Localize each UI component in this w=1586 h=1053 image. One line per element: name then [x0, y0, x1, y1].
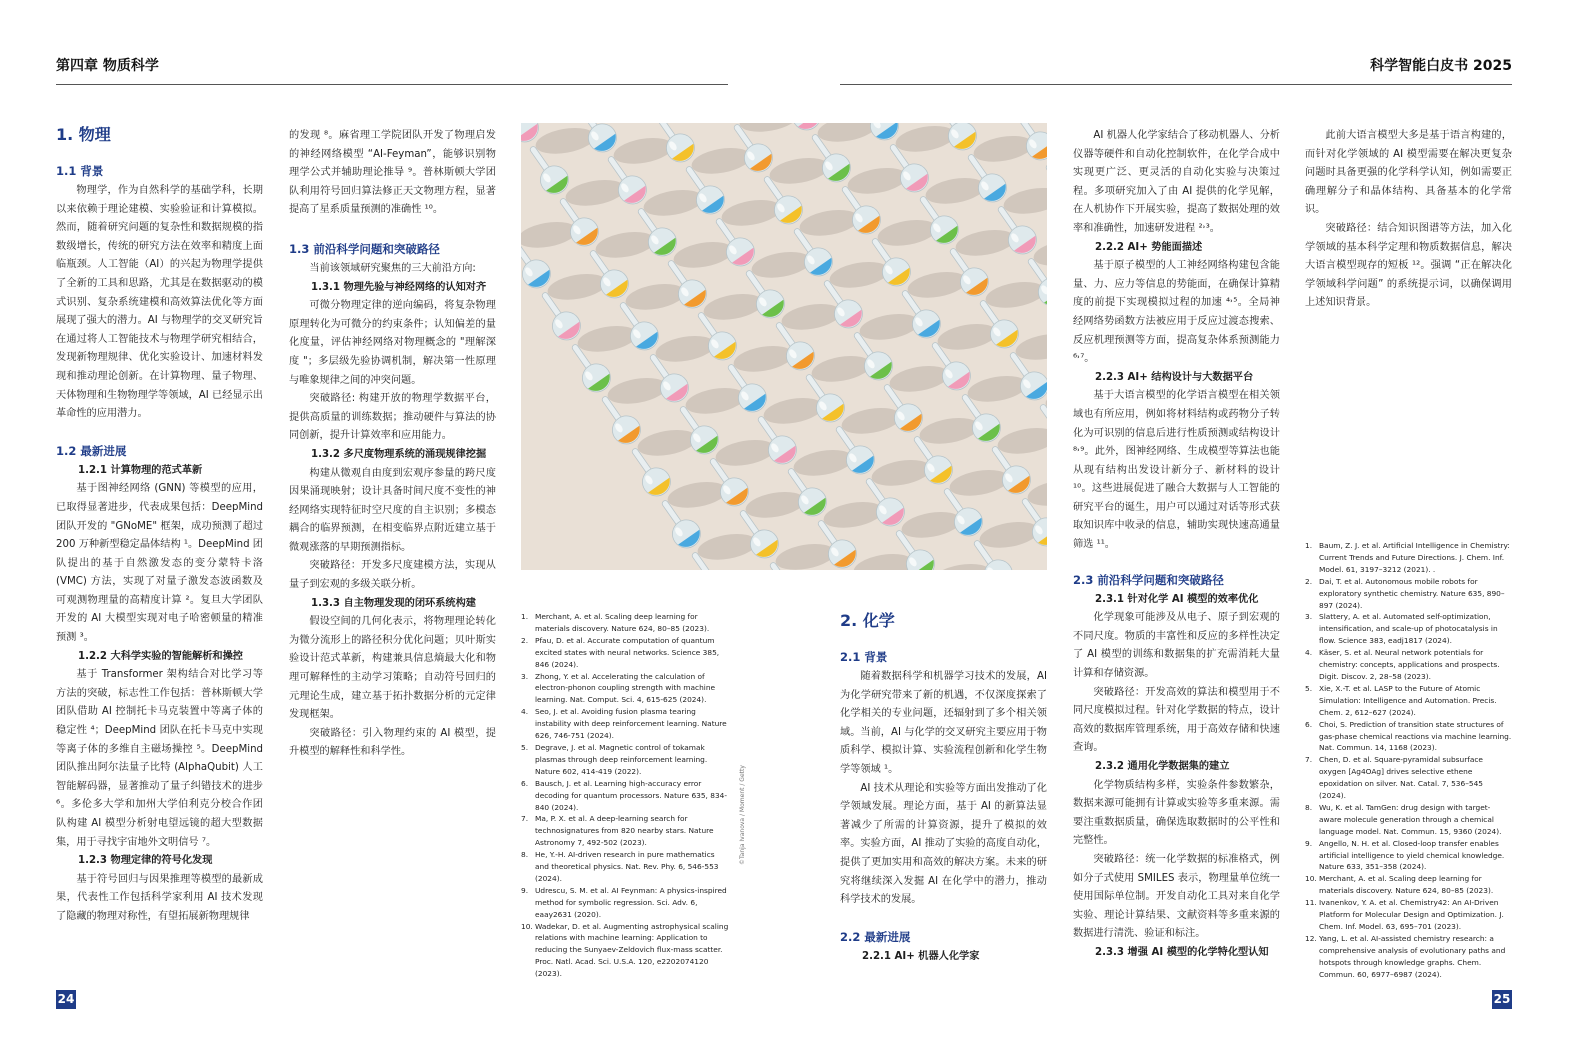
paragraph: 基于 Transformer 架构结合对比学习等方法的突破，标志性工作包括：普林斯顿大学团队借助 AI 控制托卡马克装置中等离子体的稳定性 ⁴；DeepMind 团队在托卡马克中实现等离子体的多维自主磁场操控 ⁵。DeepMind 团队推出阿尔法量子比特 (AlphaQubit) 人工智能解码器，显著推动了量子纠错技术的进步 ⁶。多伦多大学和加州大学伯利克分校合作团队构建 AI 模型分析射电望远镜的超大型数据集，用于寻找宇宙地外文明信号 ⁷。: [56, 669, 263, 848]
reference-number: 3.: [1305, 612, 1313, 622]
reference-number: 1.: [1305, 541, 1313, 550]
reference-text: Zhong, Y. et al. Accelerating the calculation of electron-phonon coupling strength with machine learning. Nat. Comput. Sci. 4, 615-625 (2024).: [535, 671, 716, 705]
reference-text: Käser, S. et al. Neural network potentials for chemistry: concepts, applications and prospects. Digit. Discov. 2, 28–58 (2023).: [1319, 648, 1500, 681]
paragraph: 随着数据科学和机器学习技术的发展，AI 为化学研究带来了新的机遇，不仅深度探索了化学相关的专业问题，还辐射到了多个相关领域。当前，AI 与化学的交叉研究主要应用于物质科学、模拟计算、实验流程创新和化学生物学等领域 ¹。: [840, 671, 1047, 775]
reference-item: [1305, 802, 1512, 838]
reference-number: 1.: [521, 612, 529, 621]
reference-text: Baum, Z. J. et al. Artificial Intelligence in Chemistry: Current Trends and Future Directions. J. Chem. Inf. Model. 61, 3197–3212 (2021). .: [1319, 541, 1510, 574]
reference-number: 5.: [521, 742, 529, 752]
paragraph: 基于符号回归与因果推理等模型的最新成果，代表性工作包括科学家利用 AI 技术发现了隐藏的物理对称性，有望拓展新物理规律: [56, 873, 263, 922]
column-4: [1073, 127, 1280, 963]
reference-text: Merchant, A. et al. Scaling deep learning for materials discovery. Nature 624, 80–85 (2023).: [1319, 874, 1494, 896]
reference-item: [521, 742, 729, 778]
reference-item: [521, 611, 729, 635]
reference-number: 6.: [1305, 719, 1313, 729]
reference-text: Choi, S. Prediction of transition state structures of gas-phase chemical reactions via machine learning. Nat. Commun. 14, 1168 (2023).: [1319, 719, 1512, 753]
subsubsection-heading: 2.2.2 AI+ 势能面描述: [1095, 241, 1203, 253]
header-rule-left: [56, 84, 728, 85]
subsection-heading: 2.3 前沿科学问题和突破路径: [1073, 572, 1224, 587]
paragraph: 当前该领域研究聚焦的三大前沿方向:: [309, 262, 476, 274]
subsection-heading: 1.1 背景: [56, 164, 104, 178]
header-rule-right: [840, 84, 1512, 85]
reference-text: Dai, T. et al. Autonomous mobile robots for exploratory synthetic chemistry. Nature 635, 890–897 (2024).: [1319, 576, 1505, 610]
reference-number: 9.: [521, 885, 529, 895]
paragraph: 基于大语言模型的化学语言模型在相关领域也有所应用，例如将材料结构或药物分子转化为可识别的信息后进行性质预测或结构设计 ⁸˒⁹。此外，图神经网络、生成模型等算法也能从现有结构出发设计新分子、新材料的设计 ¹⁰。这些进展促进了融合大数据与人工智能的研究平台的诞生，用户可以通过对话等形式获取知识库中收录的信息，辅助实现快速高通量筛选 ¹¹。: [1073, 390, 1280, 551]
paragraph: 物理学，作为自然科学的基础学科，长期以来依赖于理论建模、实验验证和计算模拟。然而，随着研究问题的复杂性和数据规模的指数级增长，传统的研究方法在效率和精度上面临瓶颈。人工智能（AI）的兴起为物理学提供了全新的工具和思路，尤其是在数据驱动的模式识别、复杂系统建模和高效算法优化等方面展现了强大的潜力。AI 与物理学的交叉研究旨在通过将人工智能技术与物理学研究相结合，发现新物理规律、优化实验设计、加速材料发现和推动理论创新。在计算物理、量子物理、天体物理和生物物理学等领域，AI 已经显示出革命性的应用潜力。: [56, 185, 263, 420]
book-title: 科学智能白皮书 2025: [1370, 58, 1512, 74]
paragraph: 突破路径：引入物理约束的 AI 模型，提升模型的解释性和科学性。: [289, 727, 496, 758]
column-3: [840, 610, 1047, 966]
subsubsection-heading: 2.3.1 针对化学 AI 模型的效率优化: [1095, 593, 1259, 605]
reference-text: Chen, D. et al. Square-pyramidal subsurface oxygen [Ag4OAg] drives selective ethene epoxidation on silver. Nat. Catal. 7, 536–545 (2024).: [1319, 755, 1484, 801]
reference-item: [521, 885, 729, 921]
subsection-heading: 2.2 最新进展: [840, 929, 911, 944]
subsubsection-heading: 1.2.2 大科学实验的智能解析和操控: [78, 650, 243, 662]
paragraph: 化学物质结构多样，实验条件参数繁杂，数据来源可能拥有计算或实验等多重来源。需要注重数据质量，确保选取数据时的公平性和完整性。: [1073, 779, 1280, 847]
reference-text: Pfau, D. et al. Accurate computation of quantum excited states with neural networks. Science 385, 846 (2024).: [535, 635, 720, 669]
page-number-left: 24: [56, 990, 76, 1009]
reference-item: [521, 706, 729, 742]
subsubsection-heading: 1.3.3 自主物理发现的闭环系统构建: [311, 597, 476, 609]
reference-item: [1305, 576, 1512, 612]
reference-number: 5.: [1305, 683, 1313, 693]
reference-text: Xie, X.-T. et al. LASP to the Future of Atomic Simulation: Intelligence and Automation. Precis. Chem. 2, 612–627 (2024).: [1319, 683, 1497, 717]
references-right: [1305, 540, 1512, 981]
chapter-title: 第四章 物质科学: [56, 58, 159, 74]
reference-number: 7.: [1305, 755, 1313, 765]
reference-item: [1305, 683, 1512, 719]
subsection-heading: 1.3 前沿科学问题和突破路径: [289, 241, 440, 256]
paragraph: 突破路径：统一化学数据的标准格式，例如分子式使用 SMILES 表示，物理量单位统一使用国际单位制。开发自动化工具对来自化学实验、理论计算结果、文献资料等多重来源的数据进行清洗、验证和标注。: [1073, 853, 1280, 940]
reference-text: Ma, P. X. et al. A deep-learning search for technosignatures from 820 nearby stars. Nature Astronomy 7, 492-502 (2023).: [535, 814, 714, 848]
reference-number: 10.: [1305, 874, 1317, 884]
reference-item: [1305, 873, 1512, 897]
paragraph: 可微分物理定律的逆向编码，将复杂物理原理转化为可微分的约束条件；认知偏差的量化度量，评估神经网络对物理概念的 "理解深度 "；多层级先验协调机制，解决第一性原理与唯象规律之间的冲突问题。: [289, 300, 496, 386]
reference-item: [521, 635, 729, 671]
reference-item: [1305, 719, 1512, 755]
reference-text: Merchant, A. et al. Scaling deep learning for materials discovery. Nature 624, 80–85 (2023).: [535, 612, 710, 633]
reference-item: [1305, 933, 1512, 981]
lab-flasks-photo: [521, 123, 1047, 570]
subsubsection-heading: 2.3.3 增强 AI 模型的化学特化型认知: [1095, 946, 1269, 958]
reference-number: 8.: [521, 850, 529, 860]
paragraph: 假设空间的几何化表示，将物理理论转化为微分流形上的路径积分优化问题；贝叶斯实验设计范式革新，构建兼具信息熵最大化和物理可解释性的主动学习策略；自动符号回归的元理论生成，建立基于拓扑数据分析的元定律发现框架。: [289, 616, 496, 721]
column-2: [289, 127, 496, 762]
reference-item: [521, 849, 729, 885]
reference-number: 10.: [521, 921, 533, 931]
reference-item: [1305, 897, 1512, 933]
subsubsection-heading: 2.2.3 AI+ 结构设计与大数据平台: [1095, 371, 1254, 383]
column-5: [1305, 127, 1512, 313]
page-number-right: 25: [1492, 990, 1512, 1009]
paragraph: 基于原子模型的人工神经网络构建包含能量、力、应力等信息的势能面，在确保计算精度的前提下实现模拟过程的加速 ⁴˒⁵。全局神经网络势函数方法被应用于反应过渡态搜索、反应机理预测等方面，提高复杂体系预测能力 ⁶˒⁷。: [1073, 260, 1280, 365]
subsubsection-heading: 1.2.1 计算物理的范式革新: [78, 464, 203, 476]
reference-item: [521, 921, 729, 981]
paragraph: 突破路径: 构建开放的物理学数据平台，提供高质量的训练数据；推动硬件与算法的协同创新，提升计算效率和应用能力。: [289, 393, 496, 442]
reference-text: Slattery, A. et al. Automated self-optimization, intensification, and scale-up of photocatalysis in flow. Science 383, eadj1817 (2024).: [1319, 612, 1498, 646]
reference-item: [1305, 611, 1512, 647]
reference-number: 4.: [521, 707, 529, 717]
reference-number: 11.: [1305, 898, 1317, 908]
reference-text: Bausch, J. et al. Learning high-accuracy error decoding for quantum processors. Nature 635, 834-840 (2024).: [535, 778, 728, 812]
reference-number: 9.: [1305, 838, 1313, 848]
reference-text: Udrescu, S. M. et al. AI Feynman: A physics-inspired method for symbolic regression. Sci. Adv. 6, eaay2631 (2020).: [535, 885, 727, 919]
reference-number: 2.: [521, 635, 529, 645]
reference-text: Degrave, J. et al. Magnetic control of tokamak plasmas through deep reinforcement learning. Nature 602, 414-419 (2022).: [535, 742, 708, 776]
reference-number: 8.: [1305, 802, 1313, 812]
reference-item: [1305, 647, 1512, 683]
references-left: [521, 611, 729, 980]
reference-text: Wadekar, D. et al. Augmenting astrophysical scaling relations with machine learning: Application to reducing the Sunyaev-Zeldovich flux-mass scatter. Proc. Natl. Acad. Sci. U.S.A. 120, e2202074120 (2023).: [535, 921, 729, 979]
paragraph: 此前大语言模型大多是基于语言构建的，而针对化学领域的 AI 模型需要在解决更复杂问题时具备更强的化学科学认知，例如需要正确理解分子和晶体结构、具备基本的化学常识。: [1305, 130, 1512, 216]
paragraph: 突破路径：结合知识图谱等方法，加入化学领域的基本科学定理和物质数据信息，解决大语言模型现存的短板 ¹²。强调 “正在解决化学领域科学问题” 的系统提示词，以确保调用上述知识背景。: [1305, 222, 1512, 309]
reference-text: Wu, K. et al. TamGen: drug design with target-aware molecule generation through a chemical language model. Nat. Commun. 15, 9360 (2024).: [1319, 802, 1502, 836]
reference-item: [521, 671, 729, 707]
section-heading-physics: 1. 物理: [56, 125, 111, 144]
paragraph: 基于图神经网络 (GNN) 等模型的应用，已取得显著进步，代表成果包括：DeepMind 团队开发的 "GNoME" 框架，成功预测了超过 200 万种新型稳定晶体结构 ¹。DeepMind 团队提出的基于自然激发态的变分蒙特卡洛 (VMC) 方法，实现了对量子激发态波函数及可观测物理量的高精度计算 ²。复旦大学团队开发的 AI 大模型实现对电子哈密顿量的精准预测 ³。: [56, 483, 263, 644]
reference-number: 6.: [521, 778, 529, 788]
reference-text: He, Y.-H. AI-driven research in pure mathematics and theoretical physics. Nat. Rev. Phy. 6, 546-553 (2024).: [535, 850, 719, 883]
paragraph: 构建从微观自由度到宏观序参量的跨尺度因果涌现映射；设计具备时间尺度不变性的神经网络实现特征时空尺度的自主识别；多模态耦合的临界预测，在相变临界点附近建立基于微观涨落的早期预测指标。: [289, 467, 496, 553]
subsection-heading: 2.1 背景: [840, 650, 888, 664]
reference-number: 12.: [1305, 933, 1317, 943]
paragraph: AI 机器人化学家结合了移动机器人、分析仪器等硬件和自动化控制软件，在化学合成中实现更广泛、更灵活的自动化实验与决策过程。多项研究加入了由 AI 提供的化学见解，在人机协作下开展实验，提高了数据处理的效率和准确性，加速研发进程 ²˒³。: [1073, 130, 1280, 234]
column-1: [56, 124, 263, 927]
subsubsection-heading: 1.2.3 物理定律的符号化发现: [78, 855, 213, 867]
paragraph: 突破路径：开发高效的算法和模型用于不同尺度模拟过程。针对化学数据的特点，设计高效的数据库管理系统，用于高效存储和快速查询。: [1073, 686, 1280, 754]
subsubsection-heading: 2.3.2 通用化学数据集的建立: [1095, 761, 1230, 772]
subsubsection-heading: 2.2.1 AI+ 机器人化学家: [862, 950, 980, 962]
subsubsection-heading: 1.3.1 物理先验与神经网络的认知对齐: [311, 281, 487, 293]
reference-text: Ivanenkov, Y. A. et al. Chemistry42: An AI-Driven Platform for Molecular Design and Optimization. J. Chem. Inf. Model. 63, 695–701 (2023).: [1319, 898, 1504, 931]
flasks-pattern-illustration: [521, 123, 1047, 570]
reference-number: 7.: [521, 814, 529, 824]
reference-number: 3.: [521, 671, 529, 681]
reference-text: Seo, J. et al. Avoiding fusion plasma tearing instability with deep reinforcement learning. Nature 626, 746-751 (2024).: [535, 707, 727, 741]
reference-item: [1305, 540, 1512, 576]
subsubsection-heading: 1.3.2 多尺度物理系统的涌现规律挖掘: [311, 448, 487, 460]
paragraph: AI 技术从理论和实验等方面出发推动了化学领域发展。理论方面，基于 AI 的新算法显著减少了所需的计算资源，提升了模拟的效率。实验方面，AI 推动了实验的高度自动化，提供了更加实用和高效的解决方案。未来的研究将继续深入发掘 AI 在化学中的潜力，推动科学技术的发展。: [840, 782, 1047, 906]
reference-item: [521, 813, 729, 849]
reference-item: [1305, 838, 1512, 874]
reference-number: 2.: [1305, 576, 1313, 586]
reference-item: [521, 778, 729, 814]
reference-item: [1305, 754, 1512, 802]
paragraph: 化学现象可能涉及从电子、原子到宏观的不同尺度。物质的丰富性和反应的多样性决定了 AI 模型的训练和数据集的扩充需消耗大量计算和存储资源。: [1073, 612, 1280, 680]
paragraph: 的发现 ⁸。麻省理工学院团队开发了物理启发的神经网络模型 “AI-Feyman”，能够识别物理学公式并辅助理论推导 ⁹。普林斯顿大学团队利用符号回归算法修正天文物理方程，显著提高了星系质量预测的准确性 ¹⁰。: [289, 130, 496, 216]
reference-text: Angello, N. H. et al. Closed-loop transfer enables artificial intelligence to yield chemical knowledge. Nature 633, 351–358 (2024).: [1319, 838, 1505, 872]
paragraph: 突破路径：开发多尺度建模方法，实现从量子到宏观的多级关联分析。: [289, 560, 496, 591]
reference-number: 4.: [1305, 648, 1313, 658]
reference-text: Yang, L. et al. AI-assisted chemistry research: a comprehensive analysis of evolutionary paths and hotspots through knowledge graphs. Chem. Commun. 60, 6977–6987 (2024).: [1319, 933, 1506, 979]
photo-credit: ©Tanja Ivanova / Moment / Getty: [739, 765, 746, 865]
subsection-heading: 1.2 最新进展: [56, 443, 127, 458]
section-heading-chemistry: 2. 化学: [840, 611, 895, 630]
